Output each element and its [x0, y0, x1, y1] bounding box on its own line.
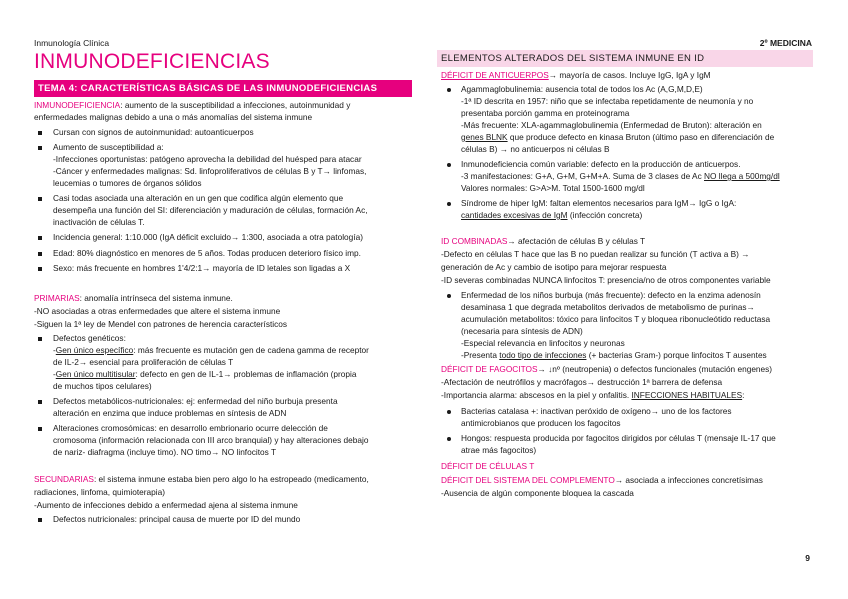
antibody-heading-line: [441, 70, 711, 81]
cvid-bullet: Inmunodeficiencia común variable: defecto en la producción de anticuerpos.: [461, 159, 741, 169]
subject-header: Inmunología Clínica: [34, 38, 110, 48]
catalase-bullet: Bacterias catalasa +: inactivan peróxido de oxígeno→ uno de los factores: [461, 406, 732, 416]
antibody-text: → mayoría de casos. Incluye IgG, IgA y IgM: [548, 70, 711, 80]
hyper-igm-bullet: Síndrome de hiper IgM: faltan elementos necesarios para IgM→ IgG o IgA:: [461, 198, 737, 208]
bullet-age: Edad: 80% diagnóstico en menores de 5 años. Todas producen deterioro físico imp.: [53, 248, 361, 258]
susceptibility-line-3: leucemias o tumores de órganos sólidos: [53, 178, 202, 188]
genetic-line-3-text: : defecto en gen de IL-1→ problemas de inflamación (propia: [135, 369, 357, 379]
agamma-line-4: [461, 132, 774, 143]
bubble-line-4: -Especial relevancia en linfocitos y neuronas: [461, 338, 625, 348]
genetic-line-4: de muchos tipos celulares): [53, 381, 152, 391]
combined-line-2: generación de Ac y cambio de isotipo para mejorar respuesta: [441, 262, 667, 272]
course-header: 2º MEDICINA: [759, 38, 812, 48]
bubble-line-1: desaminasa 1 que degrada metabolitos derivados de metabolismo de purinas→: [461, 302, 755, 312]
definition-line-2: enfermedades malignas debido a una o más anomalías del sistema inmune: [34, 112, 313, 122]
combined-term: ID COMBINADAS: [441, 236, 508, 246]
cvid-line-2: Valores normales: G>A>M. Total 1500-1600 mg/dl: [461, 183, 645, 193]
catalase-line-1: antimicrobianos que producen los fagocitos: [461, 418, 621, 428]
bullet-marker: [447, 294, 451, 298]
definition-text: : aumento de la susceptibilidad a infecciones, autoinmunidad y: [120, 100, 351, 110]
agamma-line-2: presentaba porción gamma en proteinograma: [461, 108, 630, 118]
phagocyte-line-2: [441, 390, 744, 401]
secondary-heading-line: [34, 474, 369, 485]
primary-line-3: -Siguen la 1ª ley de Mendel con patrones de herencia característicos: [34, 319, 288, 329]
all-infections: todo tipo de infecciones: [499, 350, 587, 360]
bullet-genetic-defects: Defectos genéticos:: [53, 333, 126, 343]
secondary-line-3: -Aumento de infecciones debido a enfermedad ajena al sistema inmune: [34, 500, 298, 510]
primary-text: : anomalía intrínseca del sistema inmune.: [79, 293, 233, 303]
definition-line: [34, 100, 350, 111]
primary-heading-line: [34, 293, 233, 304]
agamma-line-5: células B) → no anticuerpos ni células B: [461, 144, 610, 154]
bullet-marker: [38, 518, 42, 522]
single-gene-specific: Gen único específico: [55, 345, 134, 355]
blnk-genes: genes BLNK: [461, 132, 508, 142]
chromosomal-line-2: cromosoma (información relacionada con III arco branquial) y hay alteraciones debajo: [53, 435, 369, 445]
primary-line-2: -NO asociadas a otras enfermedades que altere el sistema inmune: [34, 306, 281, 316]
phagocyte-line-2-a: -Importancia alarma: abscesos en la piel y onfalitis.: [441, 390, 632, 400]
chromosomal-line-1: Alteraciones cromosómicas: en desarrollo embrionario ocurre delección de: [53, 423, 328, 433]
bullet-marker: [38, 427, 42, 431]
susceptibility-line-2: -Cáncer y enfermedades malignas: Sd. linfoproliferativos de células B y T→ linfomas,: [53, 166, 367, 176]
bubble-line-3: (necesaria para síntesis de ADN): [461, 326, 583, 336]
bubble-line-5: [461, 350, 767, 361]
antibody-term: DÉFICIT DE ANTICUERPOS: [441, 70, 549, 80]
bullet-marker: [38, 131, 42, 135]
secondary-text: : el sistema inmune estaba bien pero algo lo ha estropeado (medicamento,: [93, 474, 369, 484]
bullet-marker: [38, 400, 42, 404]
metabolic-line-1: Defectos metabólicos-nutricionales: ej: enfermedad del niño burbuja presenta: [53, 396, 338, 406]
bubble-bullet: Enfermedad de los niños burbuja (más frecuente): defecto en la enzima adenosín: [461, 290, 761, 300]
bubble-line-2: acumulación metabolitos: tóxico para linfocitos T y bloquea ribonucleótido reductasa: [461, 314, 771, 324]
bullet-marker: [38, 197, 42, 201]
genetic-line-3: -Gen único multitisular: defecto en gen de IL-1→ problemas de inflamación (propia: [53, 369, 357, 379]
chromosomal-line-3: de nariz- diafragma (incluye timo). NO timo→ NO linfocitos T: [53, 447, 277, 457]
susceptibility-line-1: -Infecciones oportunistas: patógeno aprovecha la debilidad del huésped para atacar: [53, 154, 362, 164]
bullet-marker: [38, 337, 42, 341]
cvid-threshold: NO llega a 500mg/dl: [704, 171, 780, 181]
excess-igm: cantidades excesivas de IgM: [461, 210, 568, 220]
bullet-marker: [447, 437, 451, 441]
genetic-line-1: -Gen único específico: más frecuente es mutación gen de cadena gamma de receptor: [53, 345, 369, 355]
bullet-nutritional: Defectos nutricionales: principal causa de muerte por ID del mundo: [53, 514, 301, 524]
phagocyte-line-2-b: :: [742, 390, 745, 400]
bullet-susceptibility: Aumento de susceptibilidad a:: [53, 142, 164, 152]
complement-line-1: -Ausencia de algún componente bloquea la cascada: [441, 488, 634, 498]
agamma-line-3: -Más frecuente: XLA-agammaglobulinemia (Enfermedad de Bruton): alteración en: [461, 120, 762, 130]
bubble-line-5-b: (+ bacterias Gram-) porque linfocitos T ausentes: [586, 350, 767, 360]
bullet-marker: [38, 236, 42, 240]
bullet-incidence: Incidencia general: 1:10.000 (IgA déficit excluido→ 1:300, asociada a otra patología): [53, 232, 363, 242]
complement-heading-line: [441, 475, 763, 486]
complement-term: DÉFICIT DEL SISTEMA DEL COMPLEMENTO: [441, 475, 615, 485]
phagocyte-line-1: -Afectación de neutrófilos y macrófagos→ destrucción 1ª barrera de defensa: [441, 377, 723, 387]
bullet-gene-line-1: Casi todas asociada una alteración en un gen que codifica algún elemento que: [53, 193, 344, 203]
bullet-gene-line-3: inactivación de células T.: [53, 217, 145, 227]
combined-line-3: -ID severas combinadas NUNCA linfocitos T: presencia/no de otros componentes variable: [441, 275, 771, 285]
phagocyte-text: → ↓nº (neutropenia) o defectos funcionales (mutación engenes): [537, 364, 773, 374]
bullet-marker: [447, 88, 451, 92]
bullet-marker: [38, 252, 42, 256]
definition-term: INMUNODEFICIENCIA: [34, 100, 121, 110]
usual-infections: INFECCIONES HABITUALES: [631, 390, 743, 400]
fungi-line-1: atrae más fagocitos): [461, 445, 537, 455]
page-title: INMUNODEFICIENCIAS: [34, 50, 270, 73]
bullet-marker: [447, 202, 451, 206]
single-gene-multitissue: Gen único multitisular: [55, 369, 136, 379]
primary-term: PRIMARIAS: [34, 293, 80, 303]
phagocyte-term: DÉFICIT DE FAGOCITOS: [441, 364, 538, 374]
hyper-igm-line-1-text: (infección concreta): [567, 210, 643, 220]
agamma-line-1: -1ª ID descrita en 1957: niño que se infectaba repetidamente de neumonía y no: [461, 96, 754, 106]
hyper-igm-line-1: [461, 210, 642, 221]
bullet-marker: [447, 410, 451, 414]
combined-heading-line: [441, 236, 645, 247]
complement-text: → asociada a infecciones concretísimas: [614, 475, 763, 485]
tcell-heading: DÉFICIT DE CÉLULAS T: [441, 461, 535, 471]
combined-line-1: -Defecto en células T hace que las B no puedan realizar su función (T activa a B) →: [441, 249, 750, 259]
bullet-marker: [38, 267, 42, 271]
combined-text: → afectación de células B y células T: [507, 236, 646, 246]
bullet-marker: [38, 146, 42, 150]
section-bar-elements: ELEMENTOS ALTERADOS DEL SISTEMA INMUNE EN ID: [437, 50, 813, 67]
phagocyte-heading-line: [441, 364, 772, 375]
cvid-line-1-text: -3 manifestaciones: G+A, G+M, G+M+A. Suma de 3 clases de Ac: [461, 171, 705, 181]
genetic-line-1-text: : más frecuente es mutación gen de cadena gamma de receptor: [133, 345, 369, 355]
secondary-line-2: radiaciones, linfoma, quimioterapia): [34, 487, 165, 497]
bubble-line-5-a: -Presenta: [461, 350, 500, 360]
cvid-line-1: [461, 171, 780, 182]
section-bar-tema4: TEMA 4: CARACTERÍSTICAS BÁSICAS DE LAS INMUNODEFICIENCIAS: [34, 80, 412, 97]
metabolic-line-2: alteración en enzima que induce problemas en síntesis de ADN: [53, 408, 287, 418]
bullet-gene-line-2: desempeña una función del SI: diferenciación y maduración de células, formación Ac,: [53, 205, 368, 215]
page-number: 9: [805, 553, 810, 563]
agamma-bullet: Agammaglobulinemia: ausencia total de todos los Ac (A,G,M,D,E): [461, 84, 703, 94]
bullet-sex: Sexo: más frecuente en hombres 1'4/2:1→ mayoría de ID letales son ligadas a X: [53, 263, 351, 273]
genetic-line-2: de IL-2→ esencial para proliferación de células T: [53, 357, 234, 367]
bullet-autoimmunity: Cursan con signos de autoinmunidad: autoanticuerpos: [53, 127, 254, 137]
agamma-line-4-text: que produce defecto en kinasa Bruton (último paso en diferenciación de: [507, 132, 775, 142]
bullet-marker: [447, 163, 451, 167]
fungi-bullet: Hongos: respuesta producida por fagocitos dirigidos por células T (mensaje IL-17 que: [461, 433, 776, 443]
secondary-term: SECUNDARIAS: [34, 474, 94, 484]
